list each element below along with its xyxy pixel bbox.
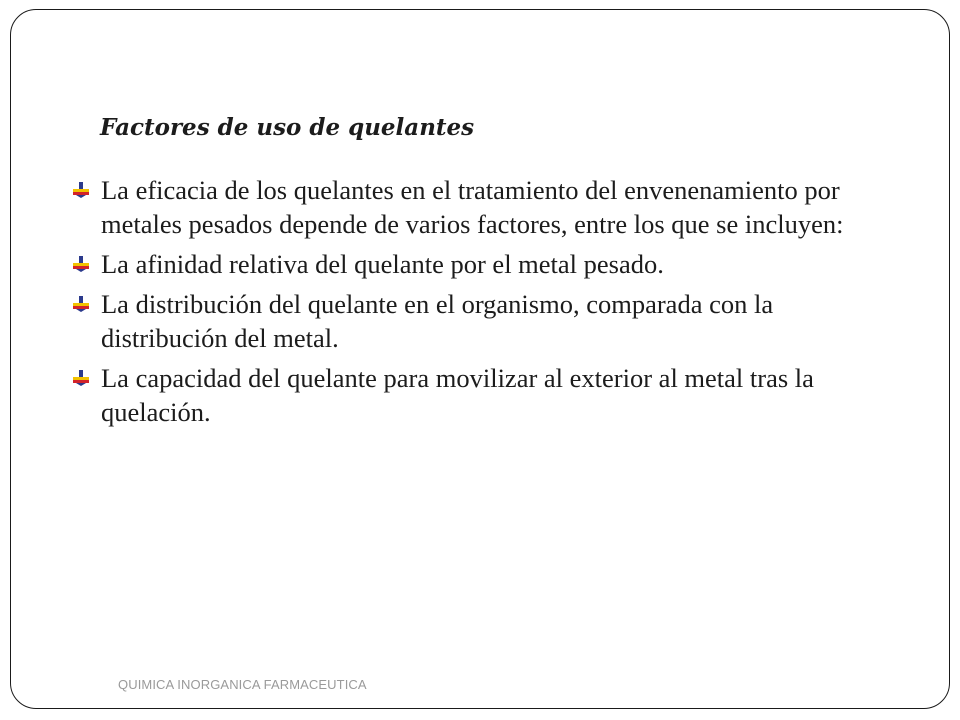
bullet-item: [73, 287, 873, 355]
bullet-item: [73, 361, 873, 429]
bullet-list: [73, 173, 873, 435]
slide-frame: [10, 9, 950, 709]
bullet-item: [73, 247, 873, 281]
bullet-text: La eficacia de los quelantes en el tratamiento del envenenamiento por metales pesados depende de varios factores, entre los que se incluyen:: [101, 175, 844, 239]
arrow-bullet-icon: [73, 296, 91, 312]
arrow-bullet-icon: [73, 182, 91, 198]
bullet-text: La capacidad del quelante para movilizar al exterior al metal tras la quelación.: [101, 363, 814, 427]
arrow-bullet-icon: [73, 256, 91, 272]
bullet-text: La afinidad relativa del quelante por el metal pesado.: [101, 249, 664, 279]
footer-text: QUIMICA INORGANICA FARMACEUTICA: [118, 677, 367, 692]
bullet-item: [73, 173, 873, 241]
bullet-text: La distribución del quelante en el organismo, comparada con la distribución del metal.: [101, 289, 774, 353]
arrow-bullet-icon: [73, 370, 91, 386]
slide-title: Factores de uso de quelantes: [100, 114, 475, 141]
